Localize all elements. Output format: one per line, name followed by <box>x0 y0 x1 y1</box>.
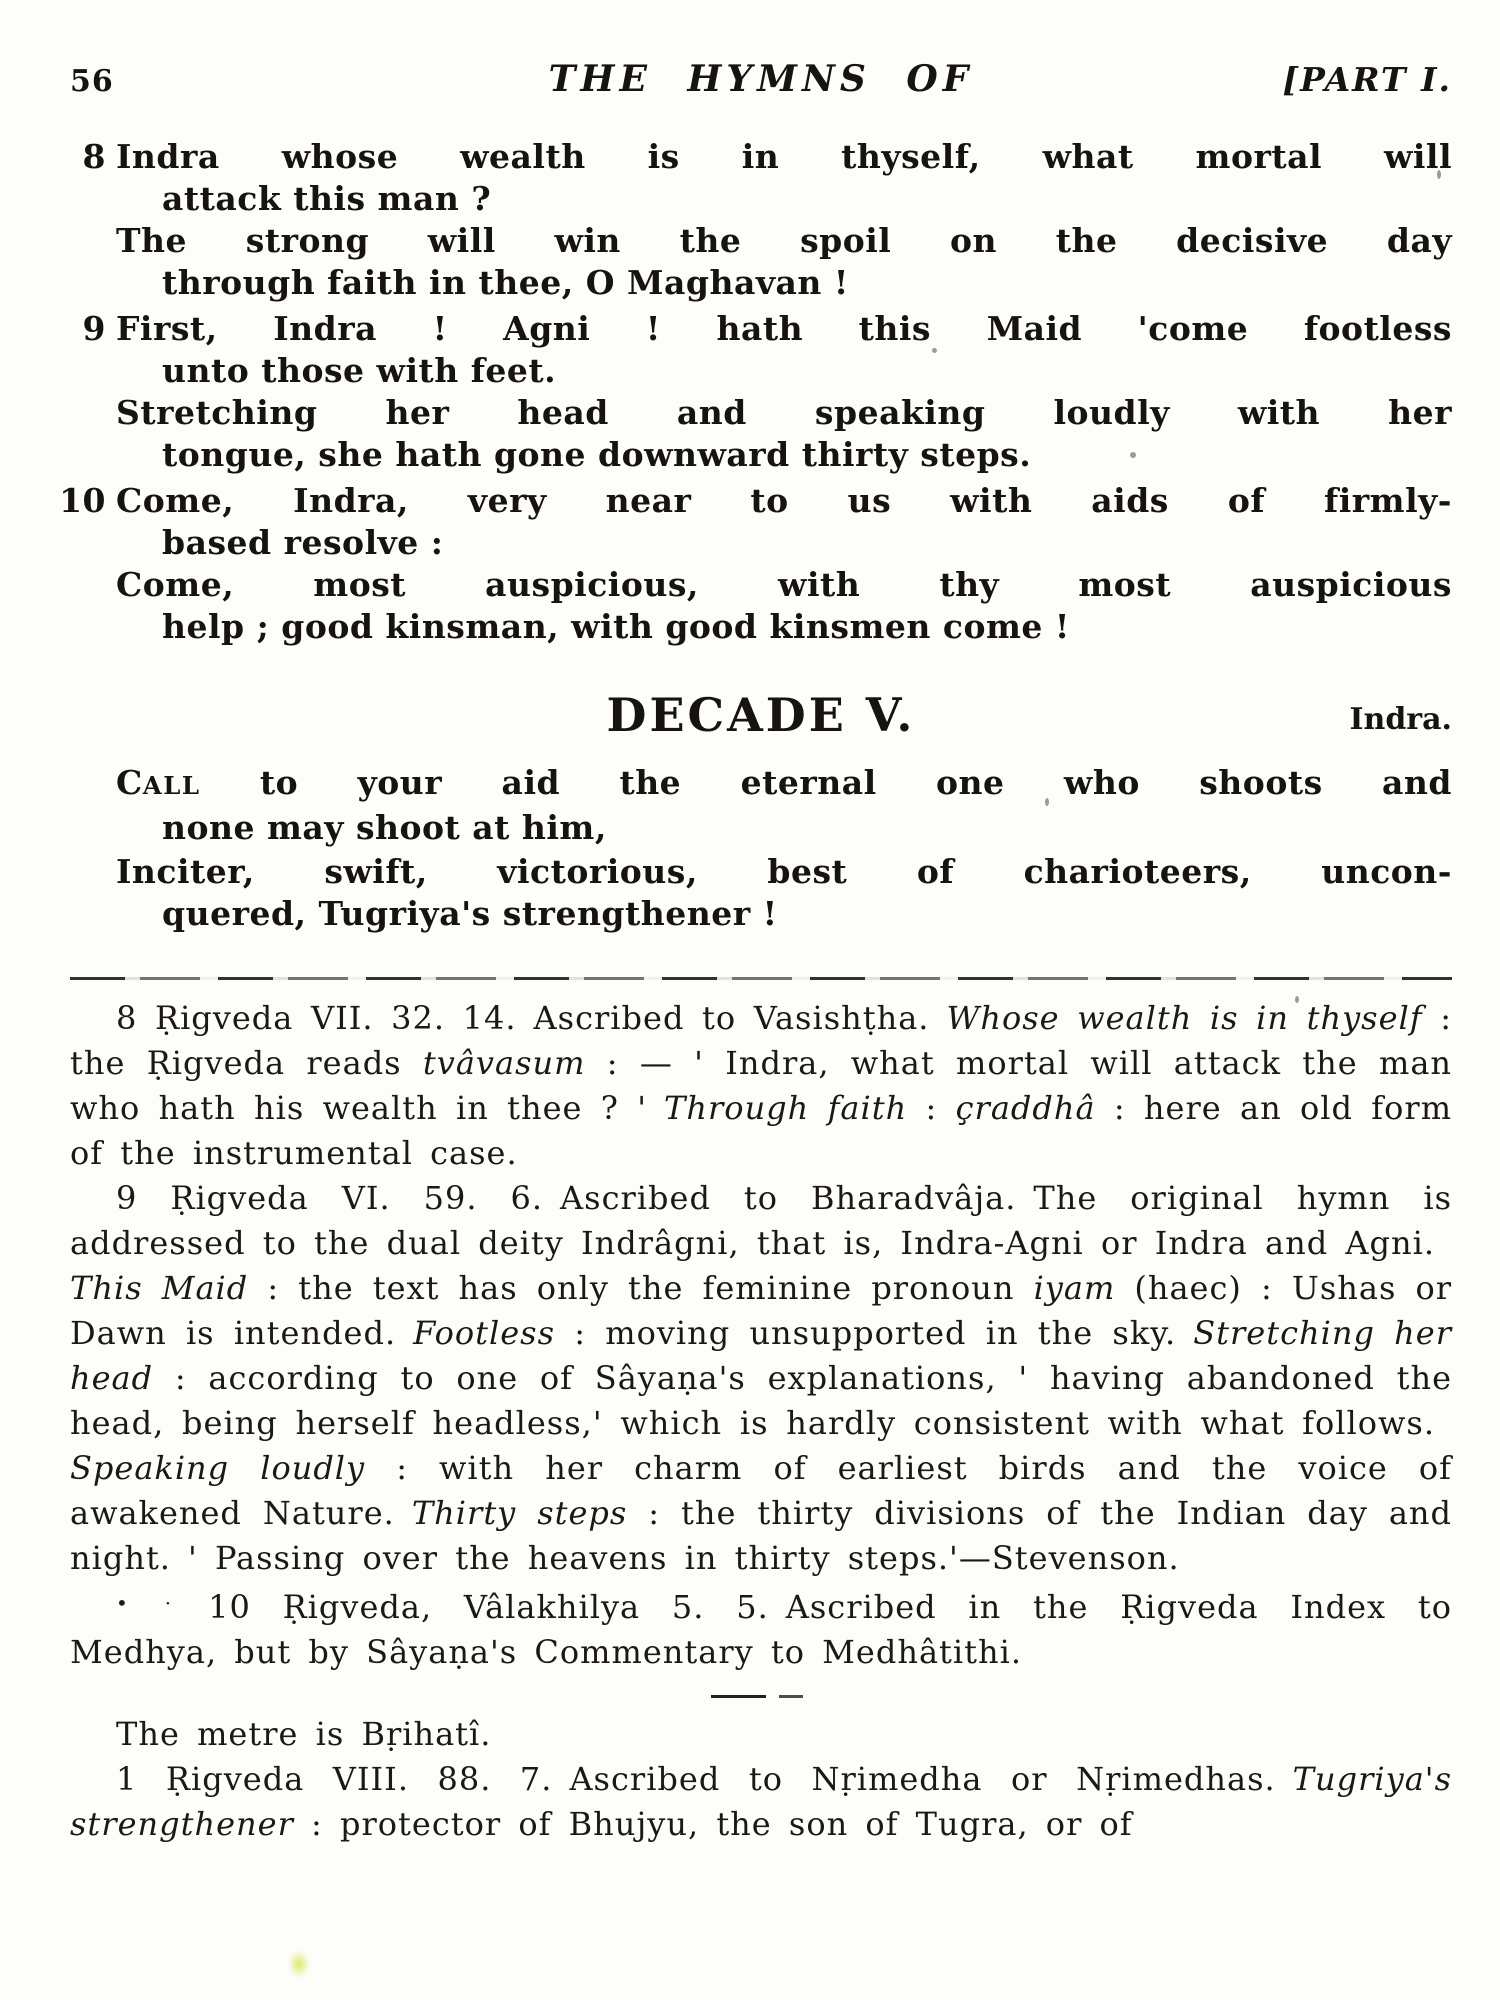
verse-line: Indra whose wealth is in thyself, what mortal will <box>116 137 1452 176</box>
stain <box>288 1950 310 1978</box>
footnote-9: 9 Ṛigveda VI. 59. 6. Ascribed to Bharadvâja. The original hymn is addressed to the dual deity Indrâgni, that is, Indra-Agni or Indra and Agni. This Maid : the text has only the feminine pronoun iyam (haec) : Ushas or Dawn is intended. Footless : moving unsupported in the sky. Stretching her head : according to one of Sâyaṇa's explanations, ' having abandoned the head, being herself headless,' which is hardly consistent with what follows. Speaking loudly : with her charm of earliest birds and the voice of awakened Nature. Thirty steps : the thirty divisions of the Indian day and night. ' Passing over the heavens in thirty steps.'—Stevenson. <box>70 1179 1453 1577</box>
decade-title: DECADE V. <box>606 688 916 742</box>
verse-line: Come, most auspicious, with thy most auspicious <box>116 565 1452 604</box>
verse-line <box>116 762 1452 807</box>
page-header <box>70 58 1452 100</box>
verse-line: Inciter, swift, victorious, best of charioteers, uncon- <box>116 852 1452 891</box>
verse-line: Come, Indra, very near to us with aids of firmly- <box>116 481 1452 520</box>
verse-line: unto those with feet. <box>162 351 557 390</box>
ink-speck <box>1130 452 1136 458</box>
decade-heading <box>70 688 1452 742</box>
footnote-10: • · 10 Ṛigveda, Vâlakhilya 5. 5. Ascribed in the Ṛigveda Index to Medhya, but by Sâyaṇa's Commentary to Medhâtithi. <box>70 1588 1453 1671</box>
part-label: [PART I. <box>1282 60 1452 99</box>
lead-capital: C <box>116 763 143 802</box>
verse-number: 9 <box>82 309 106 348</box>
running-title: THE HYMNS OF <box>548 58 974 100</box>
ink-speck <box>1437 170 1441 179</box>
hymn-verses <box>59 136 1452 648</box>
verse-10 <box>59 480 1452 648</box>
footnote-1: 1 Ṛigveda VIII. 88. 7. Ascribed to Nṛimedha or Nṛimedhas. Tugriya's strengthener : protector of Bhujyu, the son of Tugra, or of <box>70 1760 1452 1843</box>
verse-8 <box>70 136 1452 304</box>
ink-speck <box>1045 798 1049 806</box>
decade-verses <box>70 762 1452 935</box>
footnote-8: 8 Ṛigveda VII. 32. 14. Ascribed to Vasishṭha. Whose wealth is in thyself : the Ṛigveda reads tvâvasum : — ' Indra, what mortal will attack the man who hath his wealth in thee ? ' Through faith : çraddhâ : here an old form of the instrumental case. <box>70 999 1453 1172</box>
verse-line: First, Indra ! Agni ! hath this Maid 'come footless <box>116 309 1452 348</box>
verse-number: 8 <box>82 137 106 176</box>
small-caps: ALL <box>142 771 201 800</box>
verse-line: help ; good kinsman, with good kinsmen come ! <box>162 607 1070 646</box>
metre-note: The metre is Bṛihatî. <box>116 1715 492 1753</box>
verse-line: tongue, she hath gone downward thirty steps. <box>162 435 1032 474</box>
verse-line: Stretching her head and speaking loudly with her <box>116 393 1452 432</box>
verse-9 <box>70 308 1452 476</box>
ink-speck <box>1295 996 1299 1003</box>
verse-line: attack this man ? <box>162 179 492 218</box>
deity-label: Indra. <box>1349 702 1452 737</box>
footnote-separator <box>70 977 1452 980</box>
section-divider <box>711 1695 811 1698</box>
decade-verse-2 <box>70 851 1452 935</box>
verse-line: The strong will win the spoil on the decisive day <box>116 221 1452 260</box>
decade-verse-1 <box>70 762 1452 849</box>
verse-number: 10 <box>59 481 106 520</box>
verse-line: none may shoot at him, <box>162 808 607 847</box>
ink-speck <box>932 348 937 353</box>
page-number: 56 <box>70 64 114 99</box>
footnotes <box>70 996 1452 1847</box>
verse-line: through faith in thee, O Maghavan ! <box>162 263 849 302</box>
verse-line: based resolve : <box>162 523 444 562</box>
verse-text: to your aid the eternal one who shoots and <box>200 763 1452 802</box>
verse-line: quered, Tugriya's strengthener ! <box>162 894 778 933</box>
